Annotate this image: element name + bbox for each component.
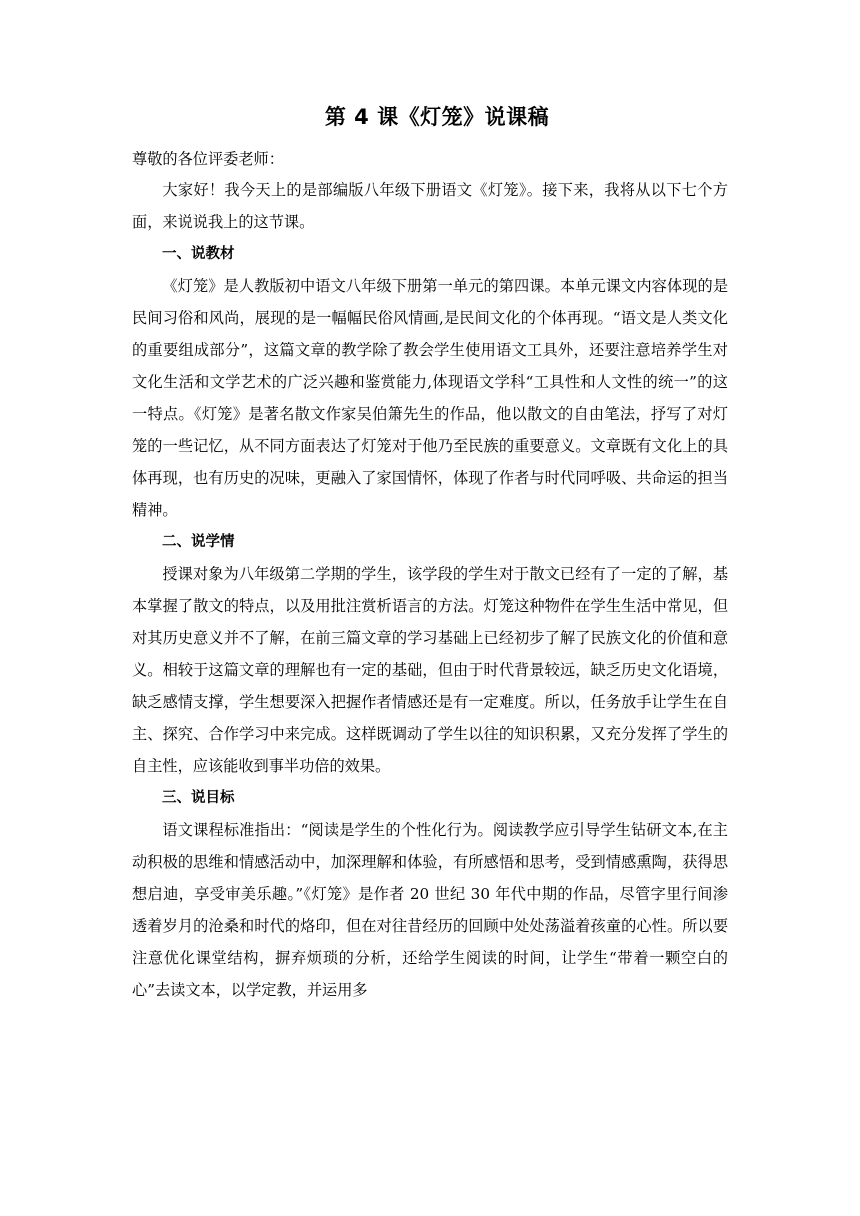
section-body-objectives: 语文课程标准指出：“阅读是学生的个性化行为。阅读教学应引导学生钻研文本,在主动积极的思维和情感活动中，加深理解和体验，有所感悟和思考，受到情感熏陶，获得思想启迪，享受审美乐趣。”《灯笼》是作者 20 世纪 30 年代中期的作品，尽管字里行间渗透着岁月的沧桑和时代的烙印，但在对往昔经历的回顾中处处荡溢着孩童的心性。所以要注意优化课堂结构，摒弃烦琐的分析，还给学生阅读的时间，让学生“带着一颗空白的心”去读文本，以学定教，并运用多: [132, 821, 728, 999]
document-title: 第 4 课《灯笼》说课稿: [324, 105, 550, 129]
section-heading-textbook: 一、说教材: [162, 246, 235, 262]
document-body: [132, 100, 728, 1006]
section-body-students: 授课对象为八年级第二学期的学生，该学段的学生对于散文已经有了一定的了解，基本掌握了散文的特点，以及用批注赏析语言的方法。灯笼这种物件在学生生活中常见，但对其历史意义并不了解，在前三篇文章的学习基础上已经初步了解了民族文化的价值和意义。相较于这篇文章的理解也有一定的基础，但由于时代背景较远，缺乏历史文化语境，缺乏感情支撑，学生想要深入把握作者情感还是有一定难度。所以，任务放手让学生在自主、探究、合作学习中来完成。这样既调动了学生以往的知识积累，又充分发挥了学生的自主性，应该能收到事半功倍的效果。: [132, 565, 728, 775]
section-heading-objectives: 三、说目标: [162, 790, 235, 806]
intro-paragraph: 大家好！我今天上的是部编版八年级下册语文《灯笼》。接下来，我将从以下七个方面，来说说我上的这节课。: [132, 181, 728, 231]
salutation: 尊敬的各位评委老师：: [132, 150, 284, 168]
section-heading-students: 二、说学情: [162, 534, 235, 550]
section-body-textbook: 《灯笼》是人教版初中语文八年级下册第一单元的第四课。本单元课文内容体现的是民间习俗和风尚，展现的是一幅幅民俗风情画,是民间文化的个体再现。“语文是人类文化的重要组成部分”，这篇文章的教学除了教会学生使用语文工具外，还要注意培养学生对文化生活和文学艺术的广泛兴趣和鉴赏能力,体现语文学科“工具性和人文性的统一”的这一特点。《灯笼》是著名散文作家吴伯箫先生的作品，他以散文的自由笔法，抒写了对灯笼的一些记忆，从不同方面表达了灯笼对于他乃至民族的重要意义。文章既有文化上的具体再现，也有历史的况味，更融入了家国情怀，体现了作者与时代同呼吸、共命运的担当精神。: [132, 277, 728, 519]
